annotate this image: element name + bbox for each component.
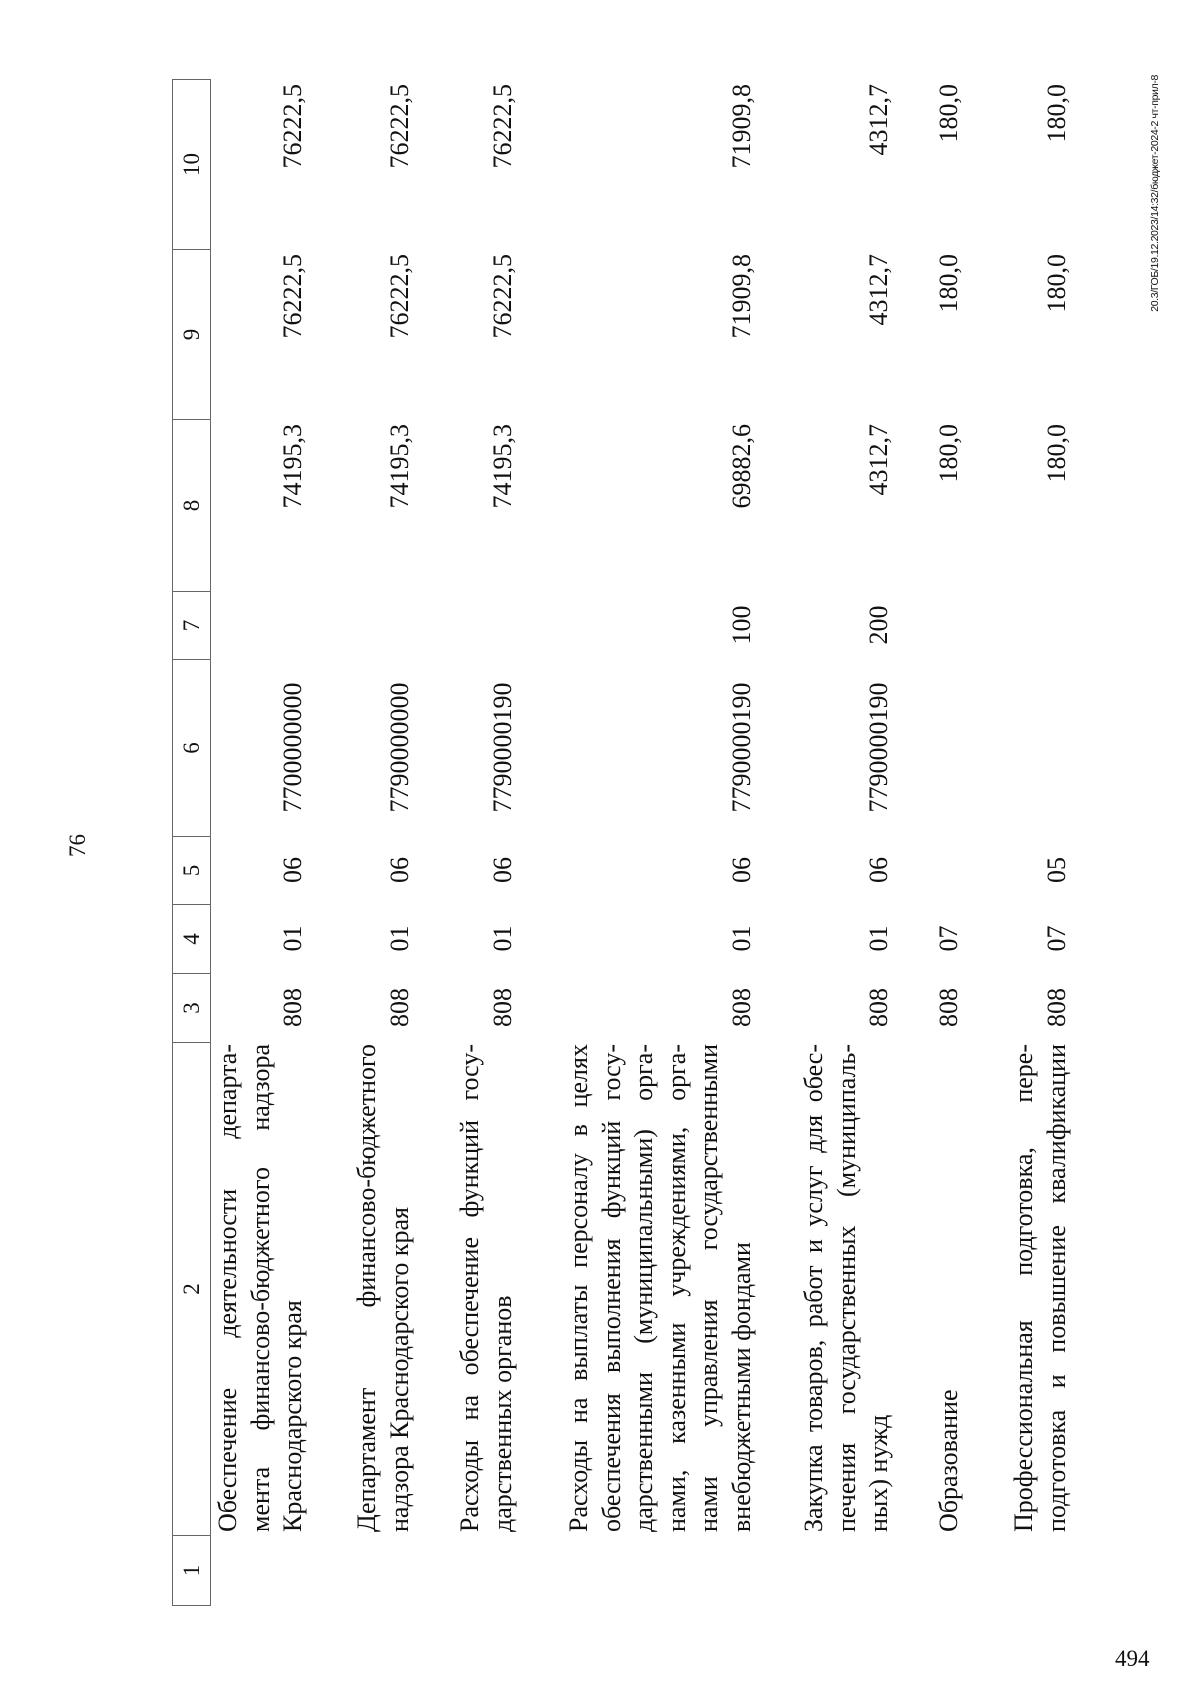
row-description-line: Расходы на обеспечение функций госу-	[455, 1044, 484, 1532]
cell-col-3: 808	[487, 988, 517, 1027]
row-description-line: ных) нужд	[864, 1414, 893, 1532]
header-cell-col-6: 6	[172, 659, 211, 836]
row-description-line: нами управления государственными	[694, 1044, 723, 1532]
cell-col-5: 06	[278, 857, 307, 883]
header-cell-col-1: 1	[172, 1535, 211, 1606]
row-description-line: мента финансово-бюджетного надзора	[245, 1044, 275, 1532]
cell-col-6	[933, 659, 965, 836]
header-cell-col-4: 4	[172, 904, 211, 973]
row-description-line: дарственными (муниципальными) орга-	[629, 1044, 658, 1532]
cell-col-9: 76222,5	[278, 254, 307, 339]
cell-col-6: 7700000000	[278, 682, 307, 813]
row-description-line: надзора Краснодарского края	[384, 1206, 414, 1532]
cell-col-10: 76222,5	[278, 84, 307, 169]
cell-col-5: 06	[864, 857, 893, 883]
cell-col-7	[1041, 591, 1073, 659]
cell-col-7: 100	[726, 605, 756, 645]
cell-col-3: 808	[934, 988, 963, 1027]
cell-col-4: 01	[384, 925, 414, 952]
cell-col-10: 180,0	[1041, 84, 1071, 143]
cell-col-7	[487, 591, 519, 659]
cell-col-6: 7790000000	[384, 682, 414, 813]
header-cell-col-5: 5	[172, 836, 211, 904]
row-description-line: Обеспечение деятельности департа-	[213, 1044, 242, 1532]
cell-col-7	[277, 591, 309, 659]
cell-col-4: 07	[934, 925, 963, 952]
cell-col-4: 01	[726, 925, 756, 952]
footer-code: 20.3/ГОБ/19.12.2023/14:32/бюджет-2024-2 чт-прил-8	[1149, 75, 1161, 312]
cell-col-9: 180,0	[1041, 254, 1071, 313]
row-description-line: Закупка товаров, работ и услуг для обес-	[799, 1044, 828, 1532]
cell-col-6: 7790000190	[726, 682, 756, 813]
row-description-line: подготовка и повышение квалификации	[1041, 1044, 1071, 1532]
cell-col-9: 71909,8	[726, 254, 756, 339]
cell-col-5: 06	[384, 857, 414, 883]
cell-col-4: 01	[487, 925, 517, 952]
cell-col-8: 4312,7	[864, 424, 893, 496]
row-description-line: внебюджетными фондами	[726, 1242, 756, 1532]
cell-col-4: 01	[864, 925, 893, 952]
cell-col-10: 4312,7	[864, 84, 893, 156]
cell-col-8: 74195,3	[278, 424, 307, 509]
cell-col-10: 71909,8	[726, 84, 756, 169]
cell-col-8: 180,0	[934, 424, 963, 483]
cell-col-9: 76222,5	[487, 254, 517, 339]
cell-col-8: 74195,3	[384, 424, 414, 509]
row-description-line: Расходы на выплаты персоналу в целях	[564, 1044, 593, 1532]
cell-col-8: 74195,3	[487, 424, 517, 509]
cell-col-3: 808	[726, 988, 756, 1027]
cell-col-3: 808	[1041, 988, 1071, 1027]
cell-col-3: 808	[278, 988, 307, 1027]
cell-col-4: 07	[1041, 925, 1071, 952]
row-description-line: Образование	[934, 1389, 963, 1532]
cell-col-6	[1041, 659, 1073, 836]
cell-col-10: 76222,5	[487, 84, 517, 169]
header-cell-col-7: 7	[172, 591, 211, 659]
cell-col-5: 06	[487, 857, 517, 883]
cell-col-9: 76222,5	[384, 254, 414, 339]
cell-col-8: 69882,6	[726, 424, 756, 509]
cell-col-3: 808	[384, 988, 414, 1027]
cell-col-7	[384, 591, 416, 659]
cell-col-7: 200	[864, 605, 893, 645]
row-description-line: Департамент финансово-бюджетного	[352, 1044, 381, 1532]
cell-col-3: 808	[864, 988, 893, 1027]
cell-col-5: 06	[726, 857, 756, 883]
cell-col-5: 05	[1041, 857, 1071, 883]
cell-col-5	[933, 836, 965, 904]
cell-col-6: 7790000190	[864, 682, 893, 813]
header-cell-col-3: 3	[172, 973, 211, 1042]
row-description-line: дарственных органов	[487, 1295, 517, 1532]
cell-col-9: 180,0	[934, 254, 963, 313]
cell-col-10: 180,0	[934, 84, 963, 143]
page-number-bottom: 494	[1115, 1646, 1150, 1671]
row-description-line: нами, казенными учреждениями, орга-	[661, 1044, 691, 1532]
cell-col-8: 180,0	[1041, 424, 1071, 483]
header-cell-col-8: 8	[172, 419, 211, 591]
cell-col-6: 7790000190	[487, 682, 517, 813]
row-description-line: Краснодарского края	[278, 1300, 307, 1532]
header-cell-col-10: 10	[172, 79, 211, 249]
cell-col-10: 76222,5	[384, 84, 414, 169]
header-cell-col-2: 2	[172, 1042, 211, 1535]
cell-col-7	[933, 591, 965, 659]
cell-col-4: 01	[278, 925, 307, 952]
cell-col-9: 4312,7	[864, 254, 893, 326]
page-number-top: 76	[65, 834, 90, 857]
row-description-line: печения государственных (муниципаль-	[831, 1044, 861, 1532]
row-description-line: Профессиональная подготовка, пере-	[1009, 1044, 1038, 1532]
header-cell-col-9: 9	[172, 249, 211, 419]
row-description-line: обеспечения выполнения функций госу-	[596, 1044, 626, 1532]
